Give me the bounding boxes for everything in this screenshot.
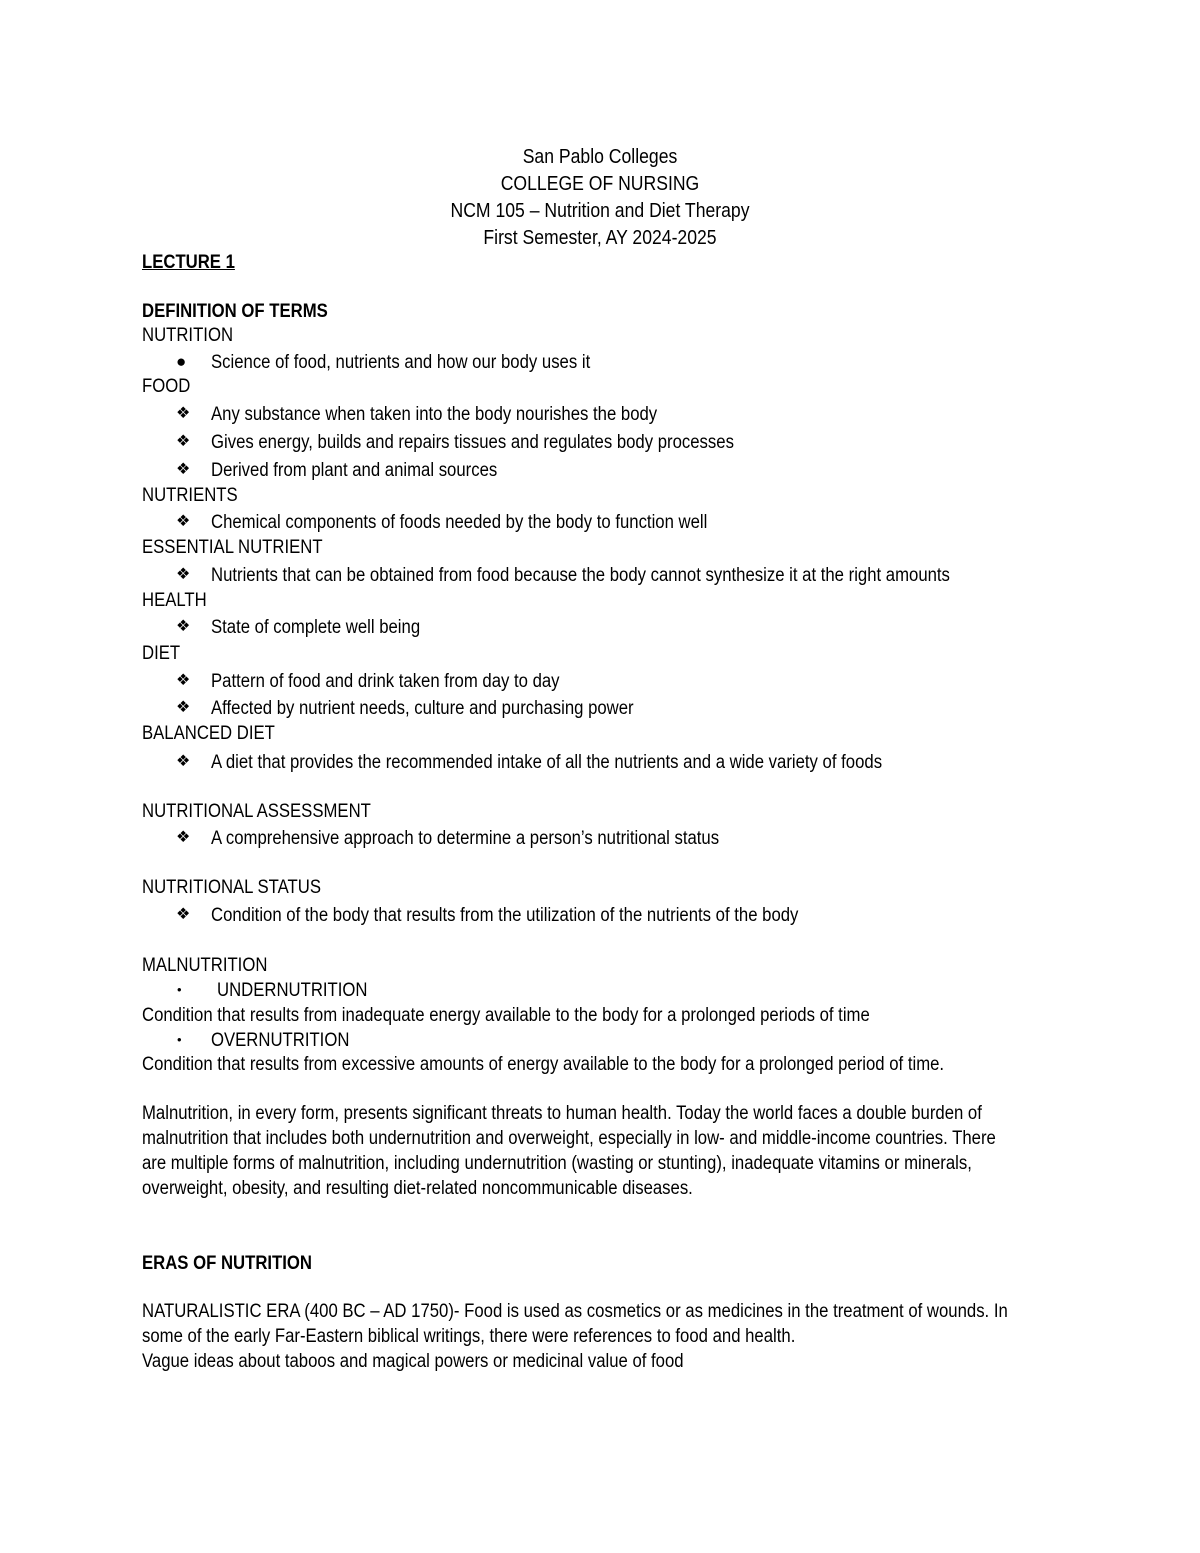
small-bullet-icon: • (177, 982, 182, 997)
definition-item: A comprehensive approach to determine a person’s nutritional status (211, 828, 720, 849)
overnutrition-label: OVERNUTRITION (211, 1030, 350, 1051)
paragraph-line: malnutrition that includes both undernutrition and overweight, especially in low- and middle-income countries. There (142, 1128, 996, 1149)
definition-item: Chemical components of foods needed by the body to function well (211, 512, 708, 533)
school-name: San Pablo Colleges (522, 146, 678, 168)
overnutrition-definition: Condition that results from excessive amounts of energy available to the body for a prolonged period of time. (142, 1054, 945, 1075)
diamond-bullet-icon: ❖ (176, 672, 191, 689)
term-nutritional-assessment: NUTRITIONAL ASSESSMENT (142, 801, 371, 822)
term-essential-nutrient: ESSENTIAL NUTRIENT (142, 537, 323, 558)
paragraph-line: are multiple forms of malnutrition, including undernutrition (wasting or stunting), inadequate vitamins or minerals, (142, 1153, 972, 1174)
definition-item: Science of food, nutrients and how our body uses it (211, 352, 591, 373)
term-food: FOOD (142, 376, 191, 397)
paragraph-line: NATURALISTIC ERA (400 BC – AD 1750)- Food is used as cosmetics or as medicines in the treatment of wounds. In (142, 1301, 1008, 1322)
term-diet: DIET (142, 643, 181, 664)
diamond-bullet-icon: ❖ (176, 829, 191, 846)
semester: First Semester, AY 2024-2025 (483, 227, 717, 249)
term-malnutrition: MALNUTRITION (142, 955, 268, 976)
definition-item: Gives energy, builds and repairs tissues and regulates body processes (211, 432, 734, 453)
undernutrition-label: UNDERNUTRITION (217, 980, 368, 1001)
paragraph-line: Vague ideas about taboos and magical powers or medicinal value of food (142, 1351, 684, 1372)
diamond-bullet-icon: ❖ (176, 566, 191, 583)
term-nutritional-status: NUTRITIONAL STATUS (142, 877, 321, 898)
round-bullet-icon: ● (176, 352, 187, 371)
diamond-bullet-icon: ❖ (176, 433, 191, 450)
term-nutrients: NUTRIENTS (142, 485, 238, 506)
paragraph-line: some of the early Far-Eastern biblical writings, there were references to food and health. (142, 1326, 796, 1347)
diamond-bullet-icon: ❖ (176, 461, 191, 478)
diamond-bullet-icon: ❖ (176, 513, 191, 530)
small-bullet-icon: • (177, 1032, 182, 1047)
diamond-bullet-icon: ❖ (176, 618, 191, 635)
term-nutrition: NUTRITION (142, 325, 234, 346)
term-balanced-diet: BALANCED DIET (142, 723, 275, 744)
definition-item: Affected by nutrient needs, culture and purchasing power (211, 698, 634, 719)
definition-item: Any substance when taken into the body nourishes the body (211, 404, 658, 425)
undernutrition-definition: Condition that results from inadequate energy available to the body for a prolonged periods of time (142, 1005, 870, 1026)
eras-heading: ERAS OF NUTRITION (142, 1253, 312, 1274)
definition-item: State of complete well being (211, 617, 421, 638)
diamond-bullet-icon: ❖ (176, 699, 191, 716)
diamond-bullet-icon: ❖ (176, 906, 191, 923)
definitions-heading: DEFINITION OF TERMS (142, 301, 328, 322)
diamond-bullet-icon: ❖ (176, 405, 191, 422)
paragraph-line: overweight, obesity, and resulting diet-related noncommunicable diseases. (142, 1178, 693, 1199)
term-health: HEALTH (142, 590, 207, 611)
definition-item: A diet that provides the recommended intake of all the nutrients and a wide variety of foods (211, 752, 883, 773)
course-title: NCM 105 – Nutrition and Diet Therapy (450, 200, 750, 222)
paragraph-line: Malnutrition, in every form, presents significant threats to human health. Today the world faces a double burden of (142, 1103, 982, 1124)
college-name: COLLEGE OF NURSING (500, 173, 700, 195)
definition-item: Pattern of food and drink taken from day to day (211, 671, 560, 692)
diamond-bullet-icon: ❖ (176, 753, 191, 770)
definition-item: Nutrients that can be obtained from food because the body cannot synthesize it at the right amounts (211, 565, 950, 586)
definition-item: Derived from plant and animal sources (211, 460, 498, 481)
definition-item: Condition of the body that results from the utilization of the nutrients of the body (211, 905, 799, 926)
lecture-title: LECTURE 1 (142, 252, 235, 273)
